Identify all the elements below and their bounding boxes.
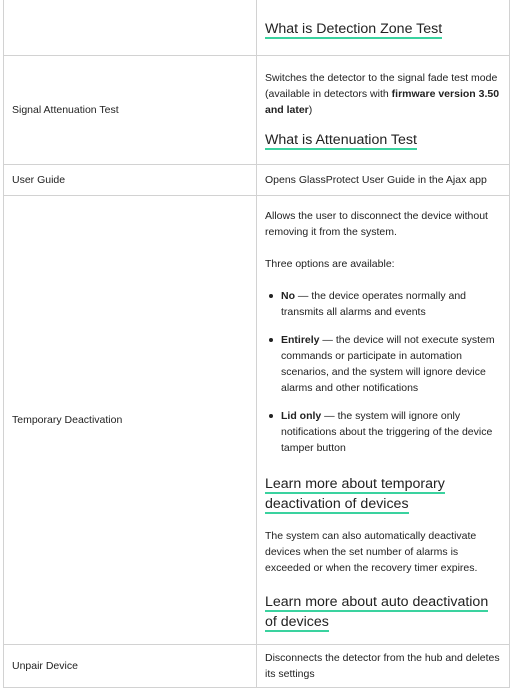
options-lead-text: Three options are available:: [265, 258, 395, 270]
attenuation-test-link[interactable]: What is Attenuation Test: [265, 132, 417, 148]
temporary-deactivation-link[interactable]: Learn more about temporary deactivation of devices: [265, 476, 445, 512]
list-item: Lid only — the system will ignore only notifications about the triggering of the device tamper button: [281, 408, 501, 456]
setting-name-cell: [4, 0, 257, 56]
setting-description-cell: [257, 196, 510, 645]
setting-name-cell: User Guide: [4, 165, 257, 196]
table-row: [4, 0, 510, 56]
settings-table: [3, 0, 510, 688]
options-list: [265, 288, 501, 456]
description-text: Allows the user to disconnect the device without removing it from the system.: [265, 210, 488, 238]
table-row: [4, 165, 510, 196]
setting-description-cell: Opens GlassProtect User Guide in the Ajax app: [257, 165, 510, 196]
list-item: No — the device operates normally and transmits all alarms and events: [281, 288, 501, 320]
table-row: [4, 56, 510, 165]
detection-zone-test-link[interactable]: What is Detection Zone Test: [265, 21, 443, 37]
setting-description-cell: Disconnects the detector from the hub and deletes its settings: [257, 645, 510, 688]
description-text: Switches the detector to the signal fade test mode (available in detectors with firmware version 3.50 and later): [265, 72, 500, 116]
setting-name-cell: Unpair Device: [4, 645, 257, 688]
table-row: [4, 196, 510, 645]
auto-deactivation-link[interactable]: Learn more about auto deactivation of devices: [265, 594, 489, 630]
auto-deactivation-text: The system can also automatically deactivate devices when the set number of alarms is exceeded or when the recovery timer expires.: [265, 530, 478, 574]
setting-name-cell: Signal Attenuation Test: [4, 56, 257, 165]
list-item: Entirely — the device will not execute system commands or participate in automation scenarios, and the system will ignore device alarms and other notifications: [281, 332, 501, 396]
setting-name-cell: Temporary Deactivation: [4, 196, 257, 645]
setting-description-cell: [257, 0, 510, 56]
table-row: [4, 645, 510, 688]
setting-description-cell: [257, 56, 510, 165]
